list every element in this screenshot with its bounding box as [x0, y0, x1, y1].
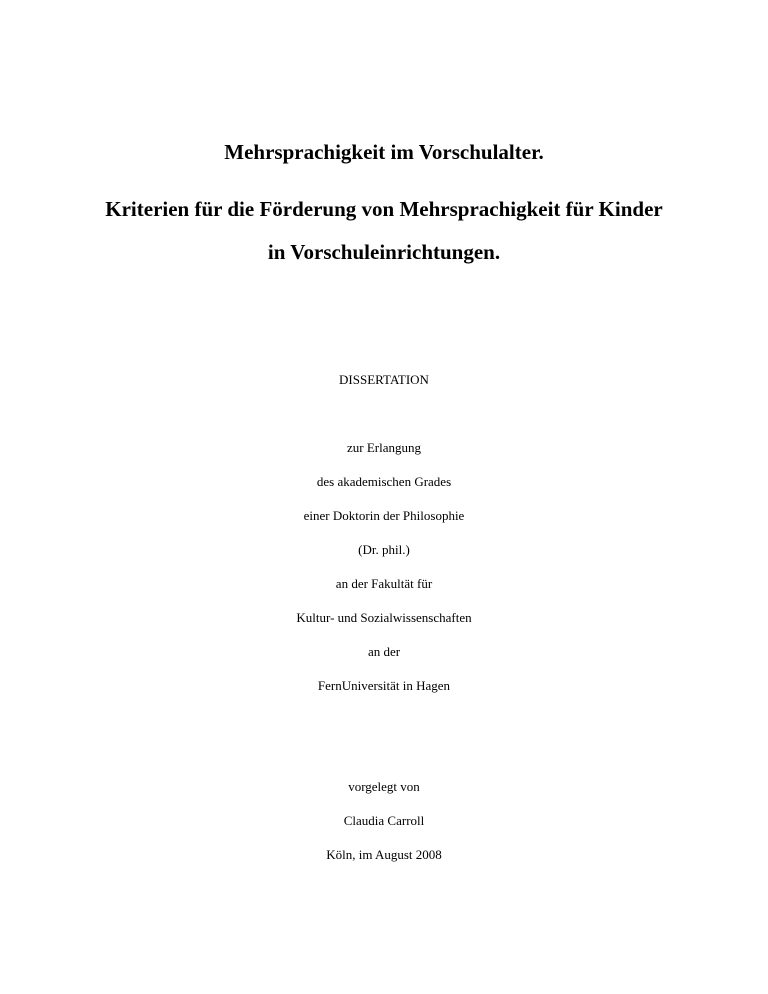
degree-line: Kultur- und Sozialwissenschaften — [296, 610, 472, 625]
degree-line: einer Doktorin der Philosophie — [303, 508, 465, 523]
title-line-2: Kriterien für die Förderung von Mehrsprachigkeit für Kinder — [105, 197, 663, 221]
degree-line: an der Fakultät für — [335, 576, 433, 591]
document-type: DISSERTATION — [339, 372, 429, 387]
place-date: Köln, im August 2008 — [326, 847, 442, 862]
degree-line: an der — [367, 644, 401, 659]
title-line-3: in Vorschuleinrichtungen. — [267, 240, 501, 264]
degree-line: des akademischen Grades — [316, 474, 452, 489]
degree-line: (Dr. phil.) — [358, 542, 410, 557]
degree-line: FernUniversität in Hagen — [317, 678, 451, 693]
title-line-1: Mehrsprachigkeit im Vorschulalter. — [224, 140, 544, 164]
degree-line: zur Erlangung — [346, 440, 421, 455]
author-name: Claudia Carroll — [343, 813, 425, 828]
presented-by-label: vorgelegt von — [348, 779, 420, 794]
